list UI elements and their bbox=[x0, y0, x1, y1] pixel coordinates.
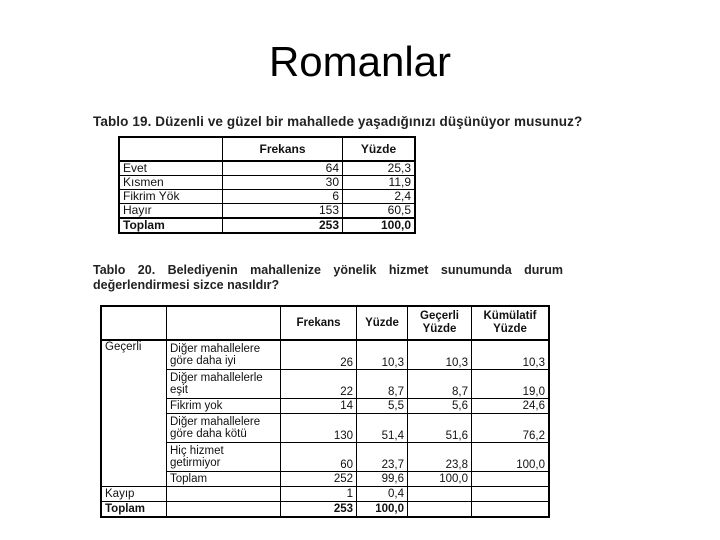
table20-total-label: Toplam bbox=[101, 502, 167, 518]
table19-header-blank bbox=[119, 137, 223, 161]
table20-label: Diğer mahallelere göre daha kötü bbox=[167, 414, 281, 443]
table19-yuzde: 2,4 bbox=[343, 190, 416, 204]
table20-frekans: 22 bbox=[281, 370, 357, 399]
table20-label: Toplam bbox=[167, 472, 281, 487]
table-row bbox=[101, 340, 549, 370]
table20-header-blank bbox=[167, 306, 281, 340]
table-row bbox=[119, 204, 415, 219]
table20-frekans: 14 bbox=[281, 399, 357, 414]
table20-yuzde: 51,4 bbox=[357, 414, 408, 443]
table20-total-blank bbox=[167, 502, 281, 518]
table20-label: Hiç hizmet getirmiyor bbox=[167, 443, 281, 472]
table20-label: Diğer mahallelerle eşit bbox=[167, 370, 281, 399]
table19-yuzde: 60,5 bbox=[343, 204, 416, 219]
table20-total-frekans: 253 bbox=[281, 502, 357, 518]
table20-gecerli-yuzde: 51,6 bbox=[408, 414, 472, 443]
table20-frekans: 60 bbox=[281, 443, 357, 472]
table20-missing-row bbox=[101, 487, 549, 502]
table20-group-gecerli: Geçerli bbox=[101, 340, 167, 487]
table20-kumulatif-yuzde: 10,3 bbox=[472, 340, 550, 370]
table20-header-blank bbox=[101, 306, 167, 340]
table20-yuzde: 8,7 bbox=[357, 370, 408, 399]
table19-header-row bbox=[119, 137, 415, 161]
table20-kumulatif-yuzde: 24,6 bbox=[472, 399, 550, 414]
table20-frekans: 26 bbox=[281, 340, 357, 370]
table20-gecerli-yuzde: 100,0 bbox=[408, 472, 472, 487]
table-row bbox=[119, 176, 415, 190]
table19-header-frekans: Frekans bbox=[223, 137, 343, 161]
table20-header-yuzde: Yüzde bbox=[357, 306, 408, 340]
table20-yuzde: 99,6 bbox=[357, 472, 408, 487]
table20-missing-yuzde: 0,4 bbox=[357, 487, 408, 502]
table-row bbox=[101, 472, 549, 487]
table-row bbox=[101, 443, 549, 472]
table19-frekans: 6 bbox=[223, 190, 343, 204]
table19-caption: Tablo 19. Düzenli ve güzel bir mahallede yaşadığınızı düşünüyor musunuz? bbox=[93, 114, 583, 129]
table20-yuzde: 23,7 bbox=[357, 443, 408, 472]
table20-kumulatif-yuzde: 76,2 bbox=[472, 414, 550, 443]
table20-header-gecerli-yuzde: Geçerli Yüzde bbox=[408, 306, 472, 340]
table-row bbox=[101, 399, 549, 414]
table20-yuzde: 10,3 bbox=[357, 340, 408, 370]
table20-header-kumulatif-yuzde: Kümülatif Yüzde bbox=[472, 306, 550, 340]
table19-frekans: 64 bbox=[223, 161, 343, 176]
table20-gecerli-yuzde: 23,8 bbox=[408, 443, 472, 472]
slide-title: Romanlar bbox=[268, 38, 452, 85]
table19-frekans: 30 bbox=[223, 176, 343, 190]
table19-label: Evet bbox=[119, 161, 223, 176]
table20-gecerli-yuzde: 5,6 bbox=[408, 399, 472, 414]
table-row bbox=[101, 370, 549, 399]
table20-missing-blank bbox=[167, 487, 281, 502]
table20-total-blank bbox=[472, 502, 550, 518]
table20 bbox=[100, 305, 550, 518]
table20-missing-frekans: 1 bbox=[281, 487, 357, 502]
table20-missing-label: Kayıp bbox=[101, 487, 167, 502]
table20-label: Diğer mahallelere göre daha iyi bbox=[167, 340, 281, 370]
table20-caption: Tablo 20. Belediyenin mahallenize yönelik hizmet sunumunda durum değerlendirmesi sizce nasıldır? bbox=[93, 263, 563, 292]
table20-frekans: 252 bbox=[281, 472, 357, 487]
table20-kumulatif-yuzde bbox=[472, 472, 550, 487]
table19-total-yuzde: 100,0 bbox=[343, 218, 416, 233]
table20-yuzde: 5,5 bbox=[357, 399, 408, 414]
table-row bbox=[119, 190, 415, 204]
table19 bbox=[118, 136, 416, 234]
table20-kumulatif-yuzde: 100,0 bbox=[472, 443, 550, 472]
table20-frekans: 130 bbox=[281, 414, 357, 443]
table20-missing-blank bbox=[472, 487, 550, 502]
table19-header-yuzde: Yüzde bbox=[343, 137, 416, 161]
table20-gecerli-yuzde: 10,3 bbox=[408, 340, 472, 370]
table20-header-frekans: Frekans bbox=[281, 306, 357, 340]
table20-missing-blank bbox=[408, 487, 472, 502]
table20-kumulatif-yuzde: 19,0 bbox=[472, 370, 550, 399]
table19-label: Hayır bbox=[119, 204, 223, 219]
table-row bbox=[119, 161, 415, 176]
table19-total-row bbox=[119, 218, 415, 233]
table20-total-blank bbox=[408, 502, 472, 518]
table19-total-label: Toplam bbox=[119, 218, 223, 233]
table19-yuzde: 25,3 bbox=[343, 161, 416, 176]
table19-label: Kısmen bbox=[119, 176, 223, 190]
table20-header-row bbox=[101, 306, 549, 340]
table19-total-frekans: 253 bbox=[223, 218, 343, 233]
table19-label: Fikrim Yök bbox=[119, 190, 223, 204]
table19-yuzde: 11,9 bbox=[343, 176, 416, 190]
table-row bbox=[101, 414, 549, 443]
table20-label: Fikrim yok bbox=[167, 399, 281, 414]
table19-frekans: 153 bbox=[223, 204, 343, 219]
table20-gecerli-yuzde: 8,7 bbox=[408, 370, 472, 399]
table20-total-yuzde: 100,0 bbox=[357, 502, 408, 518]
table20-total-row bbox=[101, 502, 549, 518]
